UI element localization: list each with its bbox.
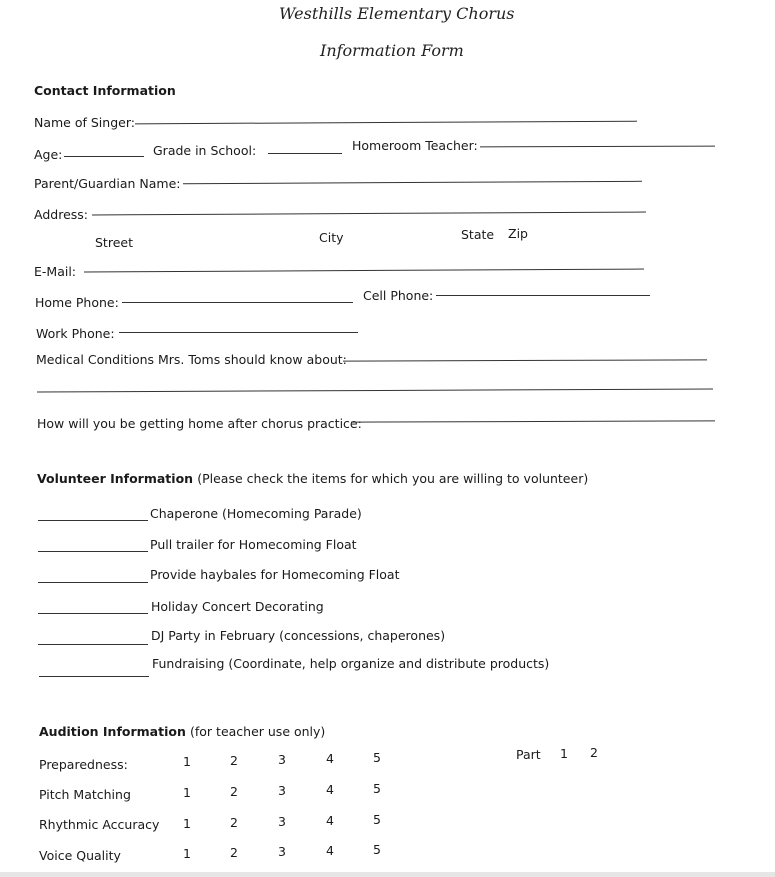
score-option[interactable]: 1 bbox=[183, 785, 191, 800]
score-option[interactable]: 2 bbox=[230, 784, 238, 799]
home-phone-field[interactable] bbox=[122, 302, 353, 303]
audition-header bbox=[39, 724, 325, 740]
city-label: City bbox=[319, 230, 344, 245]
age-field[interactable] bbox=[64, 156, 144, 157]
score-option[interactable]: 1 bbox=[183, 816, 191, 831]
score-option[interactable]: 4 bbox=[326, 751, 334, 766]
audition-note: (for teacher use only) bbox=[190, 724, 326, 739]
volunteer-item-2: Pull trailer for Homecoming Float bbox=[150, 537, 357, 552]
volunteer-checkline-2[interactable] bbox=[38, 551, 148, 552]
criterion-rhythmic-accuracy: Rhythmic Accuracy bbox=[39, 817, 160, 832]
state-label: State bbox=[461, 227, 495, 242]
score-option[interactable]: 5 bbox=[373, 812, 381, 827]
score-option[interactable]: 5 bbox=[373, 842, 381, 857]
audition-heading: Audition Information bbox=[39, 724, 186, 739]
volunteer-item-6: Fundraising (Coordinate, help organize and distribute products) bbox=[152, 656, 550, 671]
form-title: Westhills Elementary Chorus bbox=[279, 4, 515, 23]
singer-name-field[interactable] bbox=[135, 121, 637, 125]
volunteer-checkline-1[interactable] bbox=[38, 520, 148, 521]
volunteer-note: (Please check the items for which you are willing to volunteer) bbox=[197, 471, 589, 486]
volunteer-header bbox=[37, 471, 588, 487]
address-field[interactable] bbox=[92, 212, 646, 216]
address-label: Address: bbox=[34, 207, 88, 222]
zip-label: Zip bbox=[508, 226, 528, 241]
page-bottom-edge bbox=[0, 872, 775, 877]
work-phone-label: Work Phone: bbox=[36, 326, 115, 341]
parent-label: Parent/Guardian Name: bbox=[34, 176, 181, 191]
form-subtitle: Information Form bbox=[320, 41, 464, 60]
age-label: Age: bbox=[34, 147, 63, 162]
home-after-label: How will you be getting home after chorus practice: bbox=[37, 416, 362, 431]
part-label: Part bbox=[516, 747, 541, 762]
criterion-voice-quality: Voice Quality bbox=[39, 848, 121, 863]
parent-field[interactable] bbox=[183, 181, 642, 184]
score-option[interactable]: 1 bbox=[183, 754, 191, 769]
score-option[interactable]: 4 bbox=[326, 782, 334, 797]
singer-name-label: Name of Singer: bbox=[34, 115, 135, 130]
score-option[interactable]: 2 bbox=[230, 815, 238, 830]
score-option[interactable]: 2 bbox=[230, 753, 238, 768]
contact-heading: Contact Information bbox=[34, 83, 176, 98]
cell-phone-label: Cell Phone: bbox=[363, 288, 434, 303]
volunteer-checkline-3[interactable] bbox=[38, 582, 148, 583]
criterion-pitch-matching: Pitch Matching bbox=[39, 787, 131, 802]
homeroom-field[interactable] bbox=[480, 146, 715, 148]
score-option[interactable]: 3 bbox=[278, 844, 286, 859]
street-label: Street bbox=[95, 235, 133, 250]
email-field[interactable] bbox=[84, 269, 644, 273]
volunteer-checkline-5[interactable] bbox=[38, 644, 148, 645]
volunteer-item-3: Provide haybales for Homecoming Float bbox=[150, 567, 400, 582]
part-option-1[interactable]: 1 bbox=[560, 746, 568, 761]
grade-label: Grade in School: bbox=[153, 143, 257, 158]
volunteer-item-1: Chaperone (Homecoming Parade) bbox=[150, 506, 362, 521]
score-option[interactable]: 1 bbox=[183, 846, 191, 861]
home-phone-label: Home Phone: bbox=[35, 295, 119, 310]
score-option[interactable]: 3 bbox=[278, 783, 286, 798]
grade-field[interactable] bbox=[268, 153, 342, 154]
score-option[interactable]: 3 bbox=[278, 814, 286, 829]
homeroom-label: Homeroom Teacher: bbox=[352, 138, 478, 153]
score-option[interactable]: 2 bbox=[230, 845, 238, 860]
score-option[interactable]: 5 bbox=[373, 781, 381, 796]
home-after-field[interactable] bbox=[351, 420, 715, 422]
cell-phone-field[interactable] bbox=[436, 295, 650, 296]
medical-label: Medical Conditions Mrs. Toms should know about: bbox=[36, 352, 347, 367]
score-option[interactable]: 5 bbox=[373, 750, 381, 765]
volunteer-checkline-4[interactable] bbox=[38, 613, 148, 614]
score-option[interactable]: 4 bbox=[326, 813, 334, 828]
volunteer-checkline-6[interactable] bbox=[39, 676, 149, 677]
volunteer-item-4: Holiday Concert Decorating bbox=[151, 599, 324, 614]
score-option[interactable]: 4 bbox=[326, 843, 334, 858]
medical-field-continued[interactable] bbox=[37, 389, 713, 393]
part-option-2[interactable]: 2 bbox=[590, 745, 598, 760]
volunteer-item-5: DJ Party in February (concessions, chaperones) bbox=[151, 628, 446, 643]
medical-field[interactable] bbox=[343, 359, 707, 361]
email-label: E-Mail: bbox=[34, 264, 77, 279]
work-phone-field[interactable] bbox=[119, 332, 358, 333]
volunteer-heading: Volunteer Information bbox=[37, 471, 194, 486]
criterion-preparedness: Preparedness: bbox=[39, 757, 128, 772]
score-option[interactable]: 3 bbox=[278, 752, 286, 767]
